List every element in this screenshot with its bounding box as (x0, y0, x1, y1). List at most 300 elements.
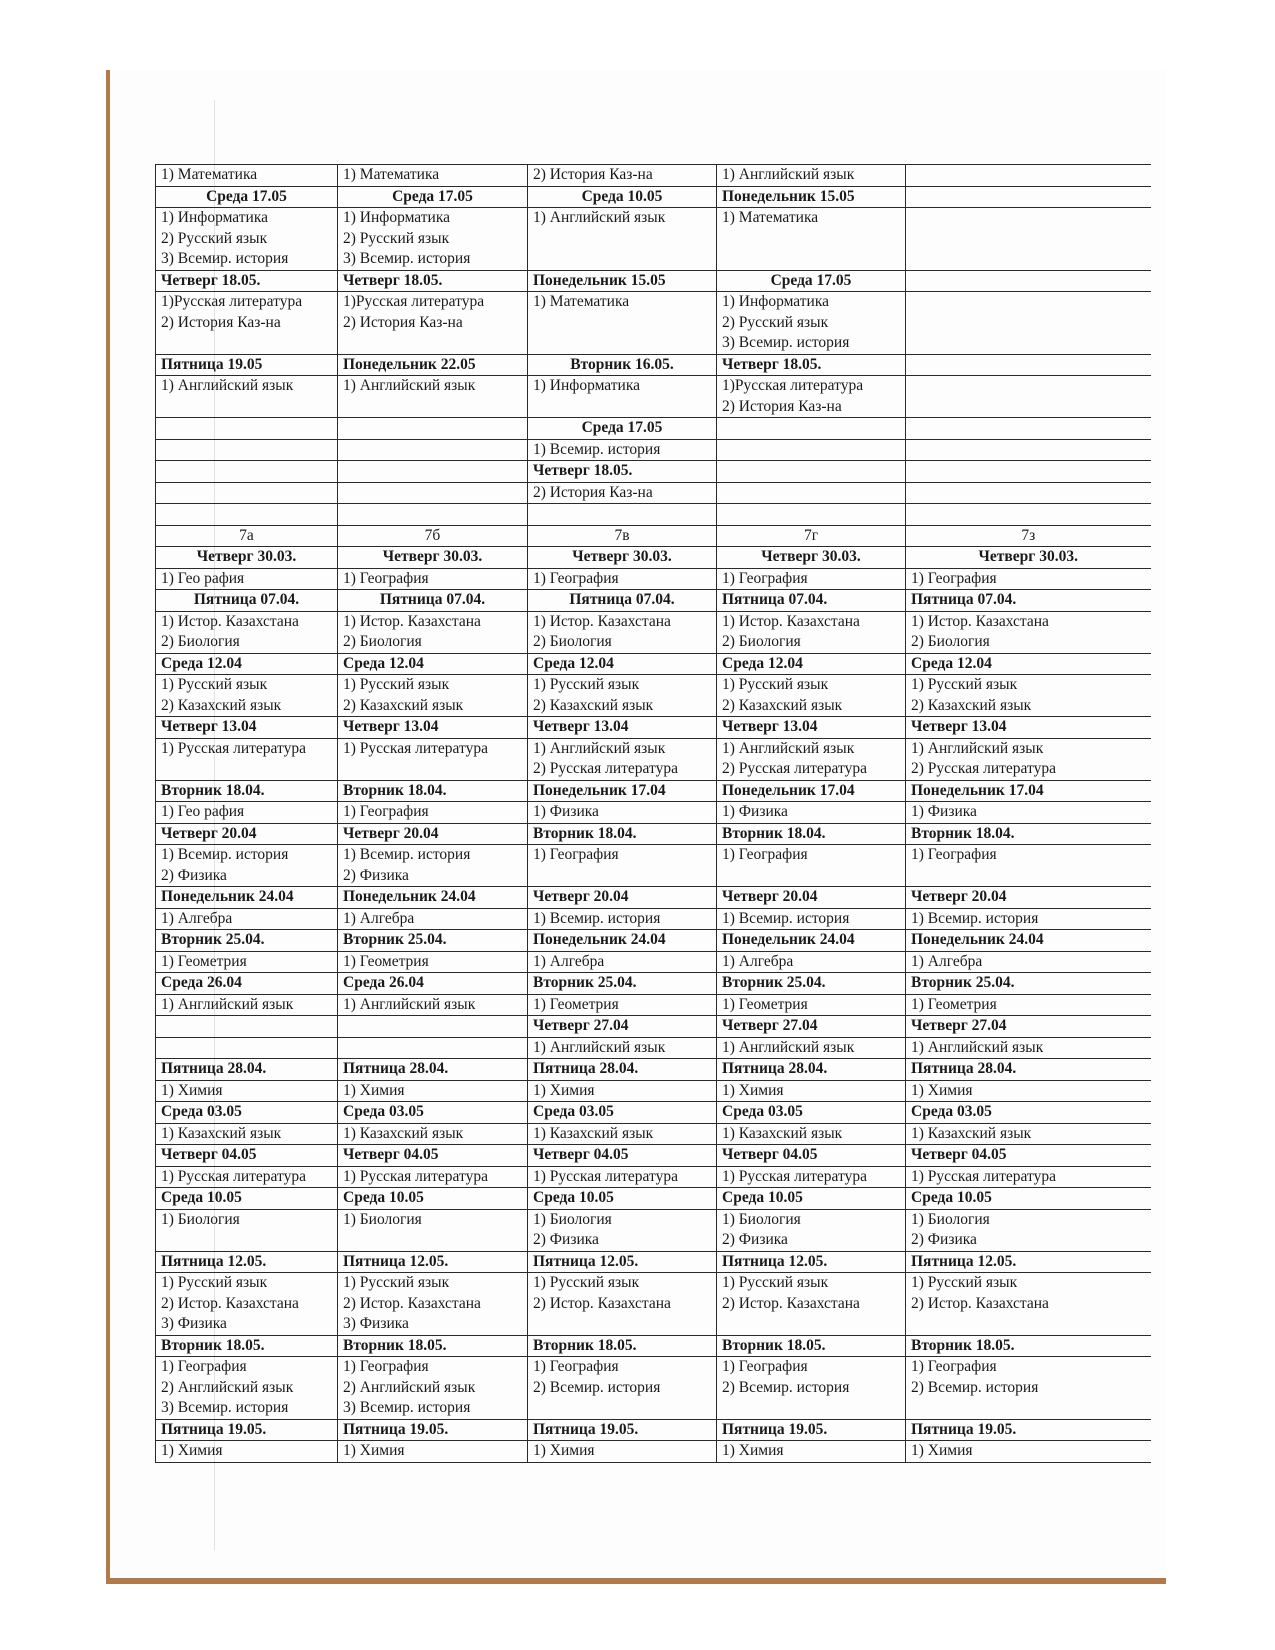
date-label: Среда 03.05 (161, 1103, 242, 1120)
date-label: Четверг 04.05 (343, 1146, 439, 1163)
class-header-cell (528, 525, 717, 547)
subject-item: 2) Истор. Казахстана (161, 1294, 299, 1312)
subjects-cell (338, 1273, 528, 1336)
date-label: Четверг 20.04 (722, 888, 818, 905)
subject-item: 2) Истор. Казахстана (533, 1294, 671, 1312)
date-cell (338, 354, 528, 376)
subject-item: 2) Истор. Казахстана (722, 1294, 860, 1312)
subjects-cell (338, 738, 528, 780)
subject-item: 1) Русский язык (161, 1274, 268, 1291)
subject-item: 2) Истор. Казахстана (911, 1294, 1049, 1312)
subjects-cell (906, 611, 1151, 653)
date-cell (338, 186, 528, 208)
date-label: Вторник 25.04. (533, 974, 637, 991)
class-label: 7з (1021, 526, 1036, 544)
subject-item: 2) Казахский язык (533, 696, 654, 714)
date-label: Пятница 12.05. (161, 1252, 267, 1270)
subjects-cell (906, 1273, 1151, 1336)
date-label: Четверг 18.05. (161, 271, 261, 289)
subject-item: 1) Английский язык (161, 995, 294, 1013)
date-cell (906, 1251, 1151, 1273)
subjects-cell (717, 738, 906, 780)
subject-item: 1) Алгебра (343, 909, 415, 927)
date-label: Четверг 04.05 (533, 1146, 629, 1163)
subject-item: 1) География (343, 1358, 429, 1375)
date-label: Пятница 07.04. (569, 591, 675, 608)
subjects-cell (528, 951, 717, 973)
subject-item: 1) Алгебра (161, 909, 233, 927)
subject-item: 1) Физика (911, 803, 977, 820)
subject-item: 2) Биология (533, 633, 612, 650)
subjects-cell (156, 1273, 338, 1336)
date-cell (906, 887, 1151, 909)
subject-item: 2) История Каз-на (722, 397, 842, 415)
subjects-cell (906, 292, 1151, 355)
date-label: Четверг 13.04 (343, 718, 439, 735)
date-label: Среда 12.04 (343, 654, 424, 672)
date-cell (528, 1016, 717, 1038)
subject-item: 1) Химия (722, 1442, 784, 1459)
date-row (156, 1188, 1151, 1210)
date-cell (717, 930, 906, 952)
subject-item: 2) Русская литература (722, 760, 867, 777)
subject-item: 2) История Каз-на (533, 166, 653, 183)
subject-item: 1) Геометрия (722, 995, 808, 1013)
subject-item: 1) Информатика (161, 209, 269, 226)
subjects-cell (528, 1273, 717, 1336)
subject-item: 1) Английский язык (533, 739, 666, 757)
date-cell (156, 418, 338, 440)
subject-item: 2) Русская литература (911, 760, 1056, 777)
subject-item: 3) Всемир. история (722, 334, 850, 351)
date-row (156, 717, 1151, 739)
subject-item: 1) Русская литература (161, 739, 306, 757)
date-label: Пятница 12.05. (722, 1252, 828, 1270)
date-cell (338, 1419, 528, 1441)
date-label: Четверг 30.03. (382, 548, 483, 565)
paper-bottom-edge (106, 1578, 1166, 1584)
date-cell (528, 354, 717, 376)
subjects-cell (528, 1080, 717, 1102)
date-label: Четверг 20.04 (343, 824, 439, 842)
date-label: Вторник 18.04. (722, 824, 826, 842)
subjects-cell (528, 908, 717, 930)
subjects-cell (528, 1037, 717, 1059)
date-label: Четверг 13.04 (722, 718, 818, 735)
subject-item: 2) Физика (161, 866, 227, 884)
date-row (156, 1102, 1151, 1124)
subject-item: 2) Всемир. история (533, 1378, 661, 1396)
subject-item: 2) Физика (343, 866, 409, 884)
date-row (156, 590, 1151, 612)
date-label: Четверг 18.05. (343, 271, 443, 289)
subjects-cell (906, 908, 1151, 930)
subject-item: 1) Русский язык (343, 1274, 450, 1291)
date-row (156, 973, 1151, 995)
subject-item: 1) Всемир. история (533, 440, 661, 458)
subjects-cell (528, 994, 717, 1016)
date-cell (338, 1251, 528, 1273)
date-label: Среда 17.05 (581, 419, 663, 436)
subject-item: 1) Химия (161, 1442, 223, 1459)
date-label: Понедельник 15.05 (533, 271, 666, 289)
date-label: Четверг 30.03. (978, 548, 1078, 565)
date-label: Среда 17.05 (392, 187, 473, 205)
date-label: Четверг 13.04 (911, 718, 1007, 735)
date-label: Среда 10.05 (161, 1189, 242, 1206)
subject-item: 1) Истор. Казахстана (533, 612, 671, 630)
subject-item: 1) Всемир. история (722, 909, 850, 927)
subject-item: 2) История Каз-на (343, 313, 463, 331)
subjects-cell (717, 994, 906, 1016)
subject-item: 2) Русский язык (722, 313, 829, 331)
subjects-cell (338, 208, 528, 271)
subjects-cell (156, 845, 338, 887)
date-cell (528, 1145, 717, 1167)
date-label: Вторник 25.04. (161, 931, 265, 948)
subjects-cell (528, 675, 717, 717)
date-label (343, 461, 522, 482)
subject-item: 1) Алгебра (722, 952, 794, 970)
subjects-row (156, 675, 1151, 717)
subject-item: 1) Всемир. история (343, 846, 471, 863)
date-label: Среда 10.05 (581, 187, 663, 205)
date-label: Среда 26.04 (343, 974, 424, 991)
subjects-row (156, 1209, 1151, 1251)
subject-item: 1) Казахский язык (161, 1124, 282, 1142)
subjects-row (156, 504, 1151, 526)
date-label: Среда 17.05 (206, 187, 287, 205)
subject-item: 1) Английский язык (722, 1038, 855, 1056)
subject-item: 1) Русская литература (911, 1167, 1056, 1185)
subjects-cell (906, 439, 1151, 461)
subjects-cell (528, 208, 717, 271)
subjects-cell (338, 675, 528, 717)
subject-item: 2) Русская литература (533, 760, 678, 777)
date-cell (717, 1102, 906, 1124)
subjects-cell (528, 1166, 717, 1188)
date-label (911, 418, 1146, 439)
subjects-cell (906, 1441, 1151, 1463)
subject-item: 1) Русский язык (722, 676, 829, 693)
subject-item: 1) Английский язык (533, 1038, 666, 1056)
date-label: Вторник 18.04. (161, 781, 265, 799)
subject-item: 1) Английский язык (161, 377, 294, 394)
date-label (343, 1016, 522, 1037)
subjects-cell (717, 1080, 906, 1102)
subject-item: 1) Химия (533, 1081, 595, 1099)
date-label: Среда 03.05 (533, 1103, 614, 1120)
subject-item: 1) География (722, 1358, 808, 1375)
date-label: Вторник 18.05. (911, 1336, 1015, 1354)
date-label: Понедельник 22.05 (343, 355, 476, 373)
subjects-cell (906, 1037, 1151, 1059)
date-row (156, 461, 1151, 483)
date-cell (906, 354, 1151, 376)
subjects-cell (156, 908, 338, 930)
date-label: Вторник 25.04. (911, 974, 1015, 991)
subjects-cell (156, 1441, 338, 1463)
date-label: Пятница 12.05. (533, 1252, 639, 1270)
subject-item: 1) География (533, 569, 619, 587)
subject-item: 2) Биология (911, 633, 990, 650)
subjects-cell (156, 165, 338, 187)
date-label (161, 461, 332, 482)
date-cell (906, 1335, 1151, 1357)
subjects-row (156, 738, 1151, 780)
subjects-cell (717, 504, 906, 526)
date-label: Пятница 19.05. (911, 1420, 1017, 1438)
subjects-cell (338, 994, 528, 1016)
subjects-cell (528, 1209, 717, 1251)
subject-item: 1) Всемир. история (533, 909, 661, 927)
date-cell (717, 653, 906, 675)
subject-item: 1) География (343, 803, 429, 820)
date-label: Среда 12.04 (161, 654, 242, 672)
subject-item: 3) Физика (343, 1315, 409, 1332)
subjects-row (156, 208, 1151, 271)
subject-item: 2) Физика (911, 1231, 977, 1248)
date-label: Четверг 30.03. (761, 548, 861, 565)
subject-item: 1) Истор. Казахстана (911, 612, 1049, 630)
date-row (156, 1251, 1151, 1273)
date-cell (528, 887, 717, 909)
date-cell (156, 270, 338, 292)
subjects-cell (906, 165, 1151, 187)
date-label: Вторник 18.05. (161, 1336, 265, 1354)
date-label: Вторник 18.04. (343, 781, 447, 799)
date-cell (717, 354, 906, 376)
subjects-cell (717, 208, 906, 271)
date-label: Четверг 27.04 (722, 1017, 818, 1034)
subject-item: 1) Русский язык (911, 676, 1018, 693)
subject-item: 1) Биология (343, 1210, 422, 1228)
subject-item: 1) Русский язык (533, 1274, 640, 1291)
subject-item: 3) Физика (161, 1315, 227, 1332)
subject-item: 2) Физика (533, 1231, 599, 1248)
date-cell (906, 270, 1151, 292)
subject-item: 1) Английский язык (343, 995, 476, 1013)
date-cell (717, 973, 906, 995)
date-label: Среда 03.05 (911, 1103, 992, 1120)
subject-item: 1) Биология (722, 1210, 801, 1228)
subject-item: 1) Английский язык (533, 209, 666, 226)
subject-item: 1) География (722, 846, 808, 863)
subject-item: 2) Английский язык (161, 1378, 294, 1396)
date-cell (528, 1102, 717, 1124)
date-label: Четверг 27.04 (533, 1017, 629, 1034)
date-label (911, 271, 1146, 292)
date-cell (156, 887, 338, 909)
date-row (156, 780, 1151, 802)
date-label: Среда 12.04 (911, 654, 992, 672)
date-cell (717, 461, 906, 483)
subjects-cell (906, 568, 1151, 590)
subjects-cell (906, 994, 1151, 1016)
subjects-cell (156, 376, 338, 418)
date-cell (717, 1059, 906, 1081)
subject-item: 2) Физика (722, 1231, 788, 1248)
subjects-cell (156, 994, 338, 1016)
subject-item: 1) Информатика (533, 377, 641, 394)
subject-item: 2) Биология (343, 633, 422, 650)
date-cell (156, 1251, 338, 1273)
date-cell (156, 1102, 338, 1124)
subject-item: 1) География (343, 569, 429, 587)
subject-item: 2) Английский язык (343, 1378, 476, 1396)
subjects-row (156, 994, 1151, 1016)
subject-item: 2) Русский язык (343, 229, 450, 247)
subjects-cell (338, 802, 528, 824)
subjects-cell (717, 482, 906, 504)
subject-item: 1) Русский язык (161, 676, 268, 693)
subjects-cell (717, 1357, 906, 1420)
date-label: Пятница 28.04. (161, 1060, 267, 1077)
subjects-cell (338, 292, 528, 355)
date-label: Четверг 04.05 (722, 1146, 818, 1163)
subject-item: 3) Всемир. история (343, 1399, 471, 1416)
subjects-cell (906, 1357, 1151, 1420)
subject-item: 1) Русская литература (722, 1167, 867, 1185)
subject-item: 1) География (911, 569, 997, 587)
subject-item: 1) Физика (533, 803, 599, 820)
class-header-cell (156, 525, 338, 547)
date-cell (338, 973, 528, 995)
date-label: Пятница 19.05 (161, 355, 263, 373)
subject-item: 1)Русская литература (722, 377, 864, 394)
subjects-cell (528, 611, 717, 653)
subject-item: 2) История Каз-на (533, 483, 653, 501)
subjects-cell (156, 482, 338, 504)
subjects-cell (338, 1441, 528, 1463)
subjects-cell (906, 738, 1151, 780)
date-row (156, 930, 1151, 952)
subjects-cell (717, 611, 906, 653)
date-row (156, 887, 1151, 909)
subjects-cell (156, 675, 338, 717)
subjects-cell (528, 376, 717, 418)
subject-item: 3) Всемир. история (343, 250, 471, 267)
date-cell (906, 823, 1151, 845)
date-cell (528, 930, 717, 952)
subjects-cell (338, 1123, 528, 1145)
subjects-cell (156, 1357, 338, 1420)
date-label: Четверг 20.04 (161, 824, 257, 842)
date-row (156, 186, 1151, 208)
subject-item: 1) Химия (911, 1081, 973, 1099)
date-cell (156, 717, 338, 739)
subject-item: 1) Русский язык (343, 676, 450, 693)
subjects-row (156, 845, 1151, 887)
subject-item: 3) Всемир. история (161, 1399, 289, 1416)
date-row (156, 823, 1151, 845)
subjects-cell (717, 1273, 906, 1336)
subjects-cell (717, 1441, 906, 1463)
class-header-cell (717, 525, 906, 547)
date-cell (338, 780, 528, 802)
subject-item: 1) Всемир. история (161, 846, 289, 863)
subject-item: 1) Биология (161, 1210, 240, 1228)
subject-item: 2) Биология (722, 633, 801, 650)
subject-item: 1)Русская литература (161, 293, 303, 310)
subjects-cell (528, 568, 717, 590)
date-label: Среда 26.04 (161, 974, 242, 991)
date-cell (717, 780, 906, 802)
subjects-row (156, 1273, 1151, 1336)
date-label: Четверг 04.05 (161, 1146, 257, 1163)
subjects-cell (528, 845, 717, 887)
date-row (156, 1145, 1151, 1167)
date-cell (528, 973, 717, 995)
date-label: Понедельник 24.04 (161, 888, 294, 905)
subject-item: 1) География (911, 846, 997, 863)
date-cell (156, 461, 338, 483)
subjects-cell (528, 482, 717, 504)
date-cell (717, 186, 906, 208)
subjects-cell (717, 1166, 906, 1188)
date-row (156, 1419, 1151, 1441)
subjects-row (156, 908, 1151, 930)
date-label (722, 418, 900, 439)
subjects-cell (156, 738, 338, 780)
subject-item: 1) Физика (722, 803, 788, 820)
subject-item: 1) Русский язык (722, 1274, 829, 1291)
subjects-cell (717, 165, 906, 187)
date-cell (156, 1059, 338, 1081)
subjects-cell (156, 1166, 338, 1188)
date-cell (338, 1016, 528, 1038)
date-label: Пятница 28.04. (722, 1060, 828, 1077)
subjects-cell (717, 908, 906, 930)
subjects-cell (156, 208, 338, 271)
subjects-cell (156, 1209, 338, 1251)
date-cell (717, 887, 906, 909)
subjects-cell (156, 611, 338, 653)
subjects-row (156, 1037, 1151, 1059)
date-cell (906, 1059, 1151, 1081)
date-label (161, 418, 332, 439)
date-cell (528, 717, 717, 739)
date-cell (528, 186, 717, 208)
subjects-cell (717, 675, 906, 717)
subjects-cell (338, 845, 528, 887)
subjects-cell (906, 1166, 1151, 1188)
date-cell (156, 547, 338, 569)
subject-item: 1) Гео рафия (161, 569, 245, 587)
date-cell (156, 1016, 338, 1038)
subjects-cell (717, 439, 906, 461)
date-label: Вторник 16.05. (570, 355, 674, 373)
subject-item: 2) Всемир. история (722, 1378, 850, 1396)
subject-item: 1) Геометрия (343, 952, 429, 970)
subject-item: 1) Геометрия (533, 995, 619, 1013)
subjects-cell (156, 1080, 338, 1102)
date-cell (528, 823, 717, 845)
subject-item: 2) Казахский язык (911, 696, 1032, 714)
date-cell (156, 823, 338, 845)
date-cell (717, 1145, 906, 1167)
date-label: Понедельник 17.04 (911, 781, 1044, 799)
subject-item: 1) География (722, 569, 808, 587)
subjects-cell (338, 1209, 528, 1251)
date-label: Понедельник 24.04 (533, 931, 666, 948)
date-cell (717, 418, 906, 440)
date-label: Понедельник 17.04 (722, 781, 855, 799)
date-cell (156, 973, 338, 995)
subjects-cell (338, 165, 528, 187)
date-label: Четверг 30.03. (572, 548, 672, 565)
subjects-row (156, 1166, 1151, 1188)
